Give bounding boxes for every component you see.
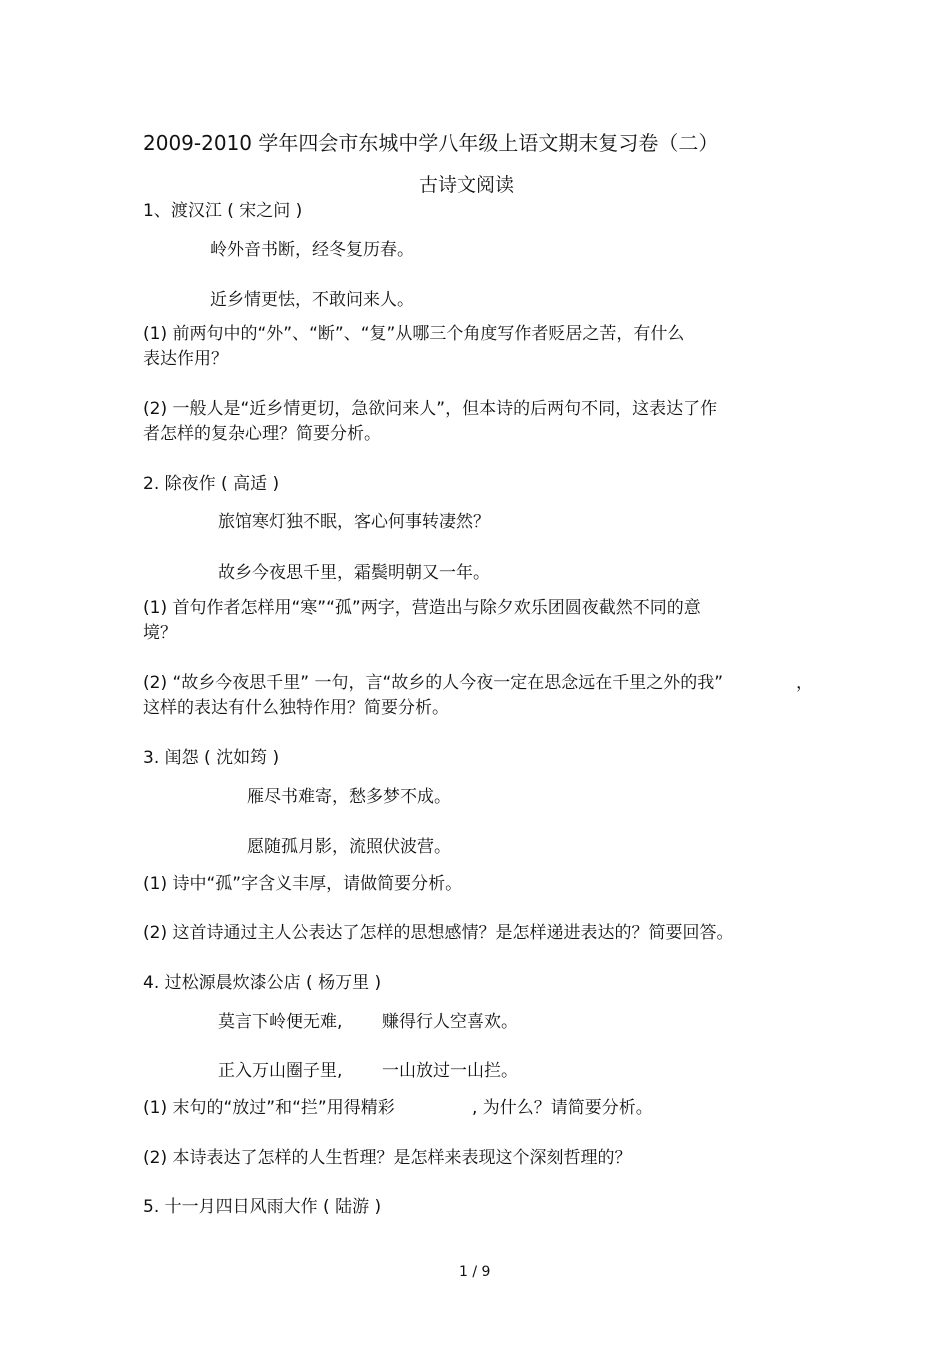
poem-verse: 愿随孤月影，流照伏波营。: [247, 837, 451, 857]
section-heading: 古诗文阅读: [419, 174, 515, 196]
question-text: (2) 本诗表达了怎样的人生哲理？是怎样来表现这个深刻哲理的？: [143, 1148, 632, 1168]
question-text: (1) 首句作者怎样用“寒”“孤”两字，营造出与除夕欢乐团圆夜截然不同的意: [143, 598, 701, 618]
question-text: (2) 一般人是“近乡情更切，急欲问来人”，但本诗的后两句不同，这表达了作: [143, 399, 718, 419]
poem-verse: 近乡情更怯，不敢问来人。: [210, 290, 414, 310]
poem-heading: 2. 除夜作 ( 高适 ): [143, 474, 280, 494]
question-text: 表达作用？: [143, 349, 228, 369]
poem-verse: 莫言下岭便无难,: [218, 1012, 343, 1032]
poem-verse: 雁尽书难寄，愁多梦不成。: [247, 787, 451, 807]
question-text: 境？: [143, 623, 177, 643]
document-title: 2009-2010 学年四会市东城中学八年级上语文期末复习卷（二）: [143, 131, 719, 155]
question-text: (2) 这首诗通过主人公表达了怎样的思想感情？是怎样递进表达的？简要回答。: [143, 923, 734, 943]
poem-heading: 5. 十一月四日风雨大作 ( 陆游 ): [143, 1197, 382, 1217]
question-text: 者怎样的复杂心理？简要分析。: [143, 424, 381, 444]
question-text: (2) “故乡今夜思千里” 一句，言“故乡的人今夜一定在思念远在千里之外的我”: [143, 673, 724, 693]
poem-verse: 赚得行人空喜欢。: [382, 1012, 518, 1032]
poem-verse: 岭外音书断，经冬复历春。: [210, 240, 414, 260]
poem-heading: 3. 闺怨 ( 沈如筠 ): [143, 748, 280, 768]
poem-verse: 一山放过一山拦。: [382, 1061, 518, 1081]
poem-verse: 正入万山圈子里,: [218, 1061, 343, 1081]
question-text: 这样的表达有什么独特作用？简要分析。: [143, 698, 449, 718]
question-text: (1) 诗中“孤”字含义丰厚，请做简要分析。: [143, 874, 463, 894]
question-text: , 为什么？请简要分析。: [472, 1098, 653, 1118]
poem-verse: 故乡今夜思千里，霜鬓明朝又一年。: [218, 563, 490, 583]
question-text: ，: [796, 673, 813, 693]
poem-heading: 4. 过松源晨炊漆公店 ( 杨万里 ): [143, 973, 382, 993]
poem-verse: 旅馆寒灯独不眠，客心何事转凄然？: [218, 512, 490, 532]
question-text: (1) 末句的“放过”和“拦”用得精彩: [143, 1098, 395, 1118]
poem-heading: 1、渡汉江 ( 宋之问 ): [143, 201, 303, 221]
question-text: (1) 前两句中的“外”、“断”、“复”从哪三个角度写作者贬居之苦，有什么: [143, 324, 685, 344]
page-number: 1 / 9: [459, 1264, 491, 1280]
